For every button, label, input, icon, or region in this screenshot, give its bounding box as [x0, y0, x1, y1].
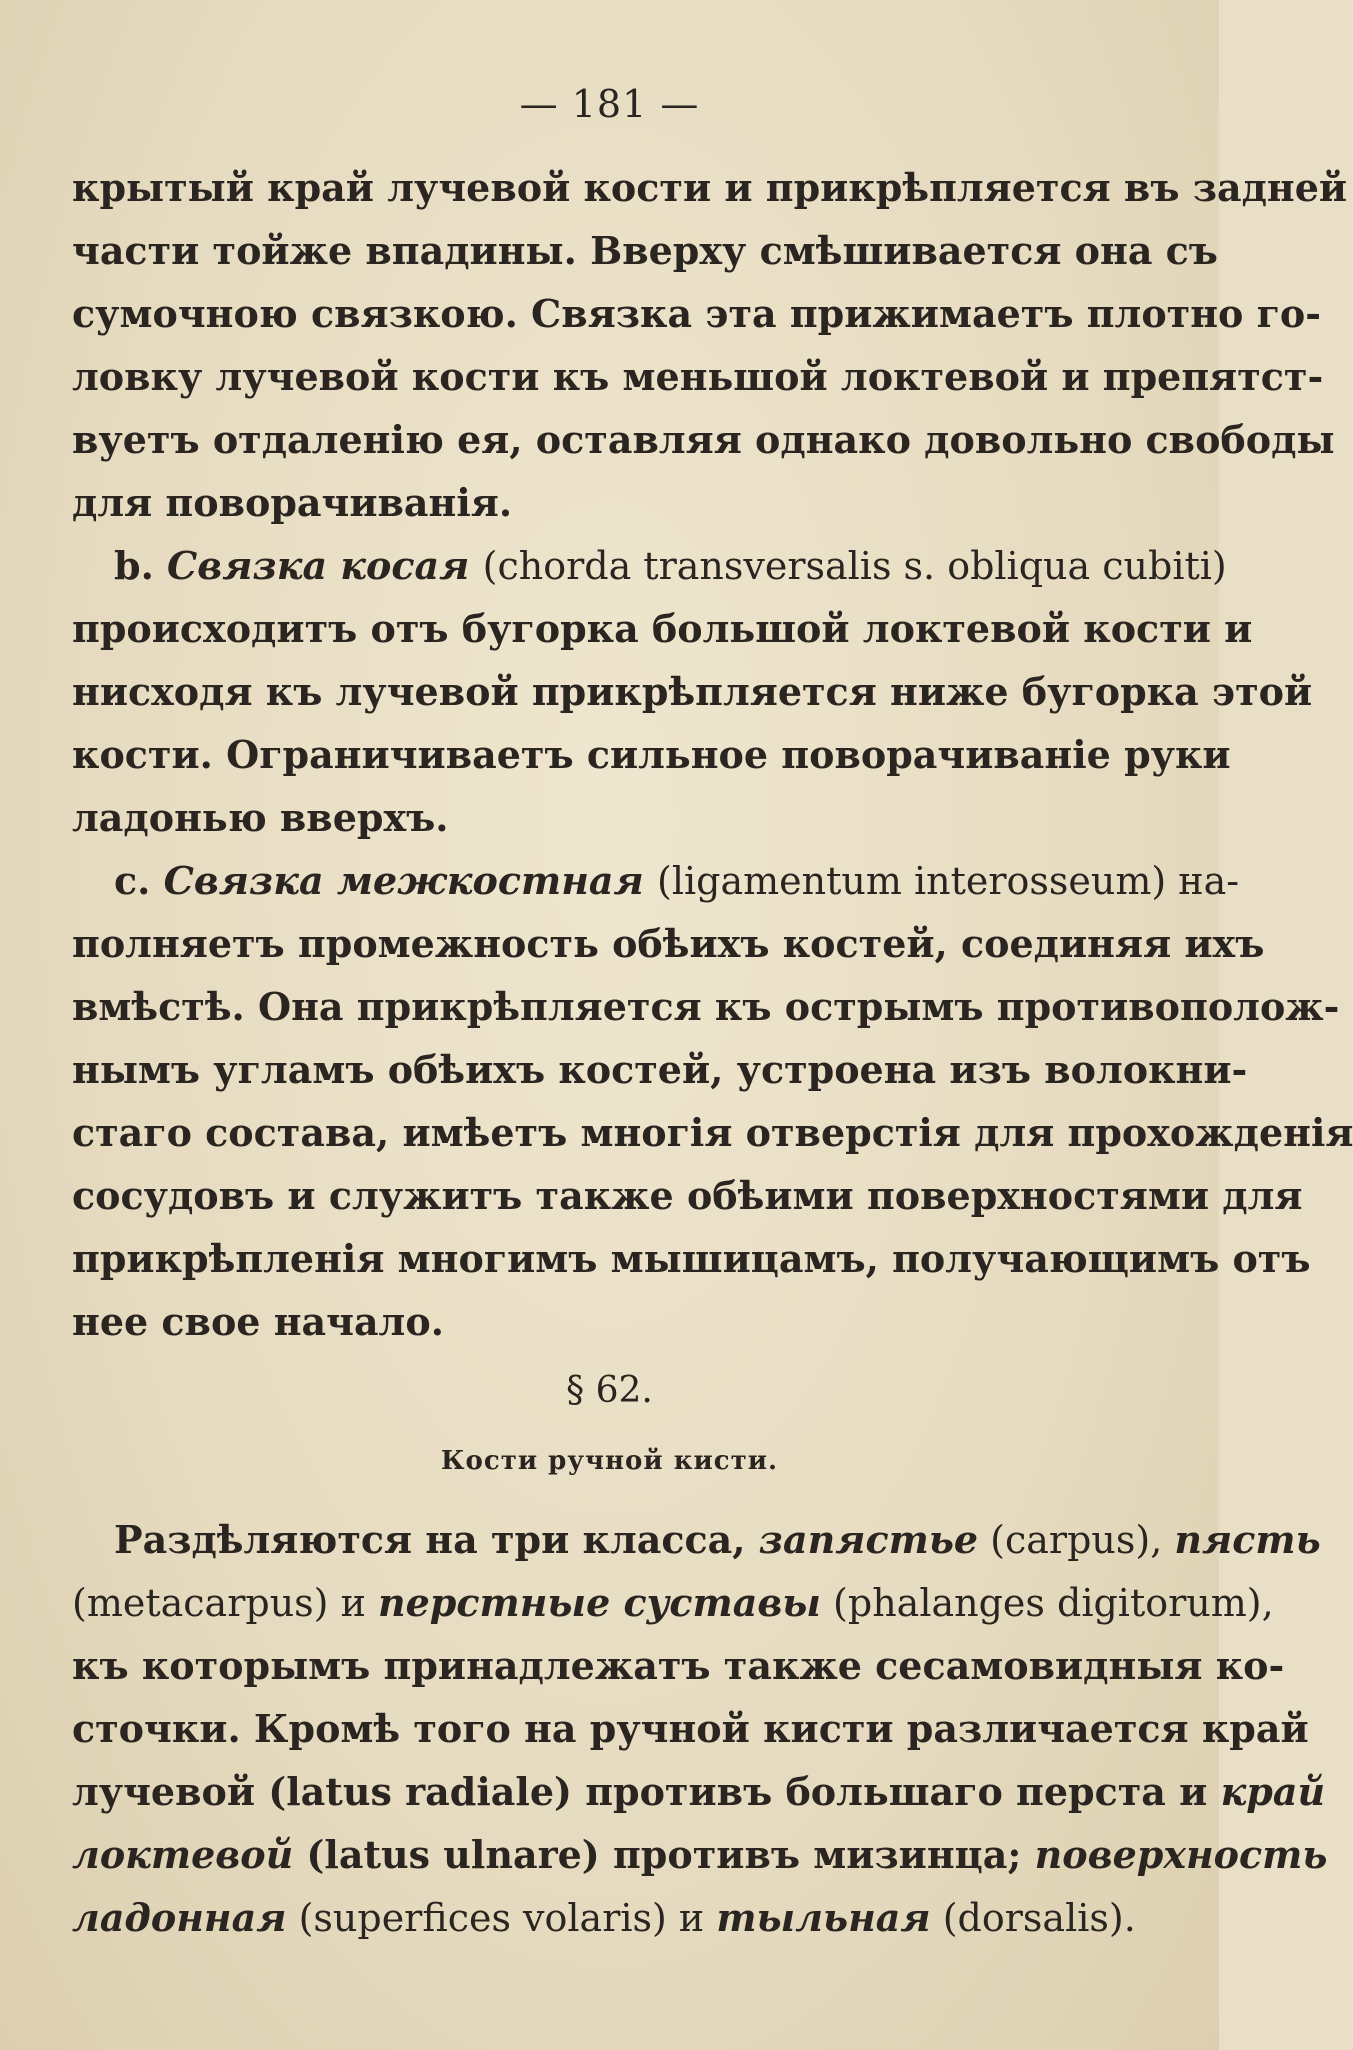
paragraph-marker: b. [114, 543, 154, 588]
section-number: § 62. [566, 1370, 653, 1411]
term-italic: перстные суставы [378, 1580, 821, 1625]
paragraph-b-first-line [72, 534, 1227, 597]
text-line: происходитъ отъ бугорка большой локтевой кости и [72, 606, 1253, 651]
term-italic: запястье [758, 1517, 979, 1562]
text-block-ligaments [72, 156, 1353, 1353]
term-italic: пясть [1174, 1517, 1321, 1562]
text-line: для поворачиванія. [72, 480, 513, 525]
text-line: нисходя къ лучевой прикрѣпляется ниже бугорка этой [72, 669, 1313, 714]
term-italic: Связка косая [167, 543, 470, 588]
text-line [72, 1760, 1326, 1823]
text-line: нымъ угламъ обѣихъ костей, устроена изъ волокни- [72, 1047, 1248, 1092]
text-line: полняетъ промежность обѣихъ костей, соединяя ихъ [72, 921, 1265, 966]
text-line: ладонью вверхъ. [72, 795, 449, 840]
text-line [72, 1508, 1321, 1571]
latin-term: (superfices volaris) и [286, 1896, 717, 1940]
page-number: — 181 — [519, 82, 700, 126]
text-line: вуетъ отдаленію ея, оставляя однако довольно свободы [72, 417, 1335, 462]
text-line [72, 1823, 1328, 1886]
term-italic: Связка межкостная [163, 858, 644, 903]
term-italic: поверхность [1034, 1832, 1328, 1877]
latin-term: (ligamentum interosseum) на- [657, 859, 1240, 903]
paragraph-marker: c. [114, 858, 151, 903]
term-italic: локтевой [72, 1832, 294, 1877]
text-line: сточки. Кромѣ того на ручной кисти различается край [72, 1706, 1309, 1751]
section-title: Кости ручной кисти. [440, 1446, 779, 1476]
text-block-hand-bones [72, 1508, 1328, 1949]
text-line [72, 1571, 1274, 1634]
latin-term: (phalanges digitorum), [820, 1581, 1274, 1625]
latin-term: (metacarpus) и [72, 1581, 378, 1625]
latin-term: (chorda transversalis s. obliqua cubiti) [482, 544, 1227, 588]
term-italic: край [1220, 1769, 1326, 1814]
text-line [72, 1886, 1170, 1949]
text-line: сосудовъ и служитъ также обѣими поверхностями для [72, 1173, 1303, 1218]
text-span: Раздѣляются на три класса, [114, 1517, 759, 1562]
text-line: къ которымъ принадлежатъ также сесамовидныя ко- [72, 1643, 1285, 1688]
text-line: сумочною связкою. Связка эта прижимаетъ плотно го- [72, 291, 1322, 336]
text-line: стаго состава, имѣетъ многія отверстія для прохожденія [72, 1110, 1353, 1155]
text-line: прикрѣпленія многимъ мышицамъ, получающимъ отъ [72, 1236, 1311, 1281]
text-line: части тойже впадины. Вверху смѣшивается она съ [72, 228, 1218, 273]
text-span: (latus ulnare) противъ мизинца; [293, 1832, 1035, 1877]
text-line: вмѣстѣ. Она прикрѣпляется къ острымъ противополож- [72, 984, 1340, 1029]
text-line: крытый край лучевой кости и прикрѣпляется въ задней [72, 165, 1348, 210]
term-italic: тыльная [716, 1895, 931, 1940]
term-italic: ладонная [72, 1895, 287, 1940]
latin-term: (carpus), [978, 1518, 1175, 1562]
text-line: ловку лучевой кости къ меньшой локтевой и препятст- [72, 354, 1324, 399]
text-line: нее свое начало. [72, 1299, 444, 1344]
text-line: кости. Ограничиваетъ сильное поворачиваніе руки [72, 732, 1231, 777]
paragraph-c-first-line [72, 849, 1240, 912]
latin-term: (dorsalis). [930, 1896, 1136, 1940]
text-span: лучевой (latus radiale) противъ большаго перста и [72, 1769, 1221, 1814]
